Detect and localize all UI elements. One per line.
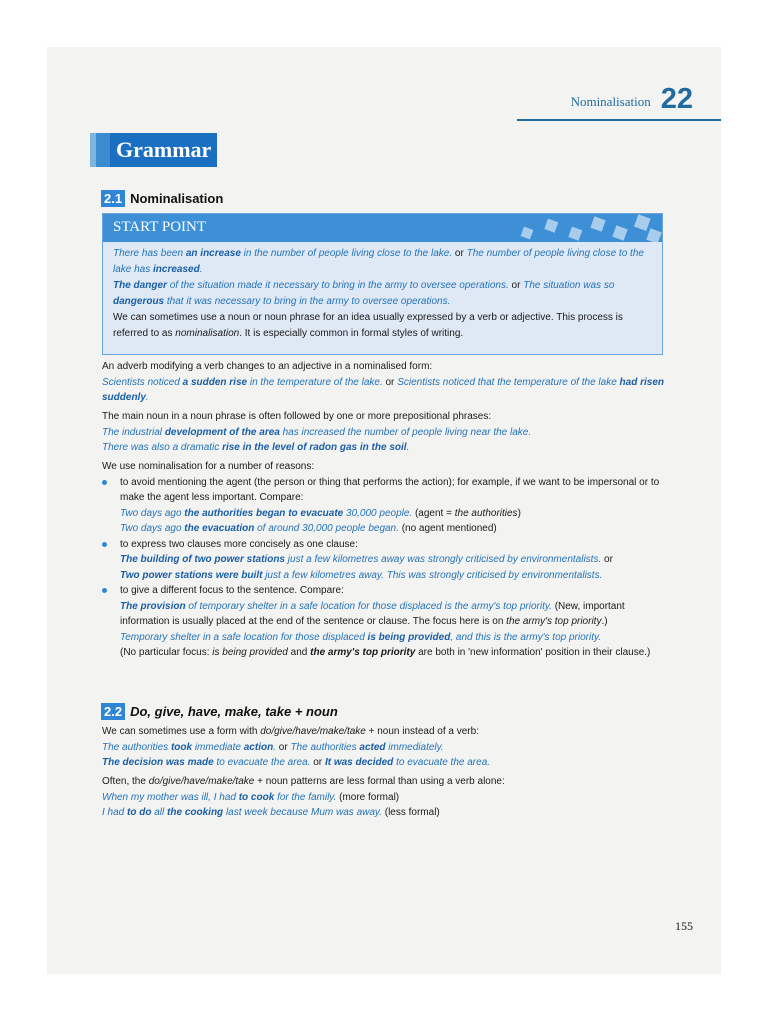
start-point-box [102, 213, 663, 355]
grammar-banner [90, 133, 217, 167]
section-heading-2-2 [101, 703, 338, 720]
explanation-line: We can sometimes use a noun or noun phrase for an idea usually expressed by a verb or adjective. This process is referred to as nominalisation. It is especially common in formal styles of writing. [113, 312, 623, 339]
section-badge: 2.2 [101, 703, 125, 720]
chapter-number: 22 [660, 83, 693, 115]
paragraph-reasons: We use nominalisation for a number of reasons: to avoid mentioning the agent (the person or thing that performs the action); for example, if we want to be impersonal or to make the agent less important. Compare: Two days ago the authorities began to evacuate 30,000 people. (agent = the authorities) Two days ago the evacuation of around 30,000 people began. (no agent mentioned) to express two clauses more concisely as one clause: The building of two power stations just a few kilometres away was strongly criticised by environmentalists. or Two power stations were built just a few kilometres away. This was strongly criticised by environmentalists. to give a different focus to the sentence. Compare: The provision of temporary shelter in a safe location for those displaced is the army's top priority. (New, important information is usually placed at the end of the sentence or clause. The focus here is on the army's top priority.) Temporary shelter in a safe location for those displaced is being provided, and this is the army's top priority. (No particular focus: is being provided and the army's top priority are both in 'new information' position in their clause.) [102, 459, 667, 661]
banner-stripe [96, 133, 110, 167]
page-number: 155 [675, 919, 693, 933]
start-point-title: START POINT [113, 219, 207, 235]
section-badge: 2.1 [101, 190, 125, 207]
start-point-text [103, 242, 662, 342]
example-line: The danger of the situation made it necessary to bring in the army to oversee operations. or The situation was so dangerous that it was necessary to bring in the army to oversee operations. [113, 280, 615, 307]
checker-pattern-icon [462, 214, 662, 242]
list-item: to give a different focus to the sentence. Compare: The provision of temporary shelter in a safe location for those displaced is the army's top priority. (New, important information is usually placed at the end of the sentence or clause. The focus here is on the army's top priority.) Temporary shelter in a safe location for those displaced is being provided, and this is the army's top priority. (No particular focus: is being provided and the army's top priority are both in 'new information' position in their clause.) [102, 583, 667, 661]
example-line: There has been an increase in the number of people living close to the lake. or The number of people living close to the lake has increased. [113, 248, 644, 275]
list-item: to express two clauses more concisely as one clause: The building of two power stations just a few kilometres away was strongly criticised by environmentalists. or Two power stations were built just a few kilometres away. This was strongly criticised by environmentalists. [102, 537, 667, 584]
paragraph-formality: Often, the do/give/have/make/take + noun patterns are less formal than using a verb alone: When my mother was ill, I had to cook for the family. (more formal) I had to do all the cooking last week because Mum was away. (less formal) [102, 776, 505, 818]
grammar-label: Grammar [110, 133, 217, 167]
section-title: Do, give, have, make, take + noun [130, 704, 338, 719]
header-rule [517, 119, 721, 121]
list-item: to avoid mentioning the agent (the person or thing that performs the action); for example, if we want to be impersonal or to make the agent less important. Compare: Two days ago the authorities began to evacuate 30,000 people. (agent = the authorities) Two days ago the evacuation of around 30,000 people began. (no agent mentioned) [102, 475, 667, 537]
chapter-header [571, 85, 693, 113]
section-title: Nominalisation [130, 191, 224, 206]
start-point-bar [103, 214, 662, 242]
paragraph-adverb: An adverb modifying a verb changes to an adjective in a nominalised form: Scientists noticed a sudden rise in the temperature of the lake. or Scientists noticed that the temperature of the lake had risen suddenly. [102, 361, 665, 403]
textbook-page [47, 47, 721, 974]
section-heading-2-1 [101, 190, 223, 207]
paragraph-noun-phrase: The main noun in a noun phrase is often followed by one or more prepositional phrases: The industrial development of the area has increased the number of people living near the lake. There was also a dramatic rise in the level of radon gas in the soil. [102, 411, 532, 453]
paragraph-verb-noun: We can sometimes use a form with do/give/have/make/take + noun instead of a verb: The authorities took immediate action. or The authorities acted immediately. The decision was made to evacuate the area. or It was decided to evacuate the area. [102, 726, 491, 768]
chapter-subtitle: Nominalisation [570, 94, 651, 109]
